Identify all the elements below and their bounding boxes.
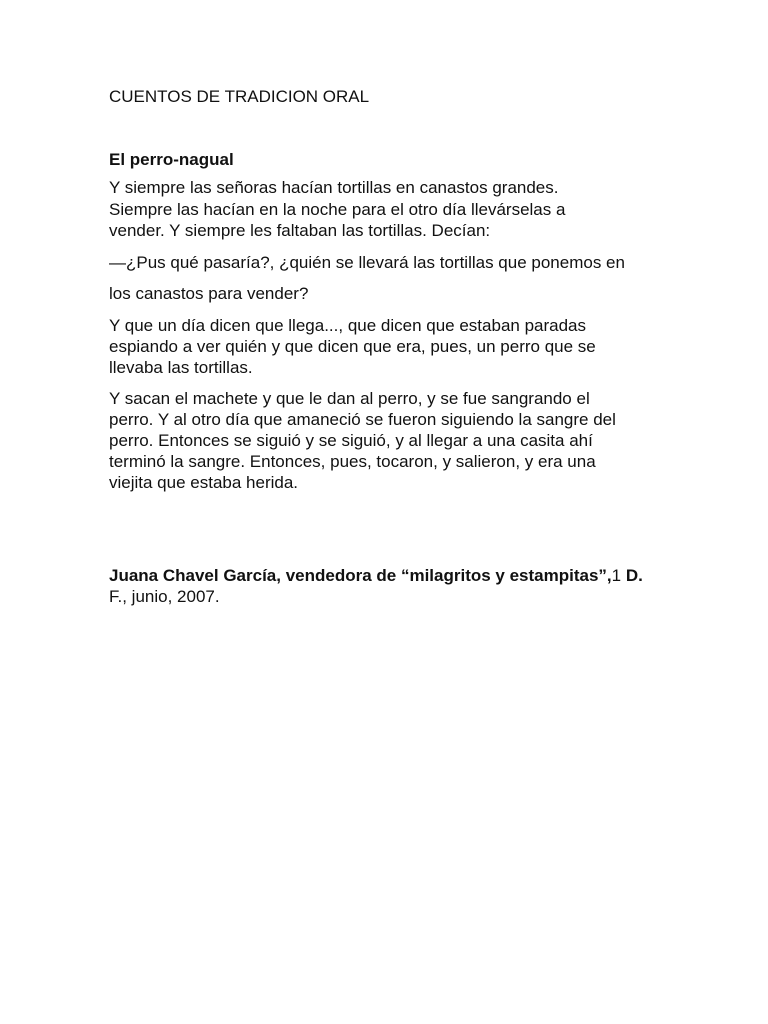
quote-line-1: —¿Pus qué pasaría?, ¿quién se llevará las tortillas que ponemos en bbox=[109, 253, 625, 272]
paragraph-1-line-2: Siempre las hacían en la noche para el otro día llevárselas a bbox=[109, 200, 566, 219]
attribution-line-2: F., junio, 2007. bbox=[109, 587, 220, 606]
attribution-tail: D. bbox=[621, 566, 643, 585]
paragraph-1-line-3: vender. Y siempre les faltaban las tortillas. Decían: bbox=[109, 221, 491, 240]
paragraph-4-line-3: perro. Entonces se siguió y se siguió, y al llegar a una casita ahí bbox=[109, 431, 593, 450]
paragraph-3-line-1: Y que un día dicen que llega..., que dicen que estaban paradas bbox=[109, 316, 587, 335]
quote-line-2: los canastos para vender? bbox=[109, 284, 309, 303]
paragraph-3-line-3: llevaba las tortillas. bbox=[109, 358, 253, 377]
attribution-line-1 bbox=[109, 565, 643, 587]
paragraph-4-line-4: terminó la sangre. Entonces, pues, tocaron, y salieron, y era una bbox=[109, 452, 596, 471]
attribution-text: Juana Chavel García, vendedora de “milagritos y estampitas”, bbox=[109, 566, 612, 585]
paragraph-3-line-2: espiando a ver quién y que dicen que era, pues, un perro que se bbox=[109, 337, 596, 356]
paragraph-1-line-1: Y siempre las señoras hacían tortillas en canastos grandes. bbox=[109, 178, 559, 197]
paragraph-4-line-1: Y sacan el machete y que le dan al perro, y se fue sangrando el bbox=[109, 389, 590, 408]
footnote-marker: 1 bbox=[611, 566, 622, 585]
document-heading: CUENTOS DE TRADICION ORAL bbox=[109, 87, 370, 106]
paragraph-4-line-5: viejita que estaba herida. bbox=[109, 473, 299, 492]
paragraph-4-line-2: perro. Y al otro día que amaneció se fueron siguiendo la sangre del bbox=[109, 410, 616, 429]
story-title: El perro-nagual bbox=[109, 150, 234, 169]
